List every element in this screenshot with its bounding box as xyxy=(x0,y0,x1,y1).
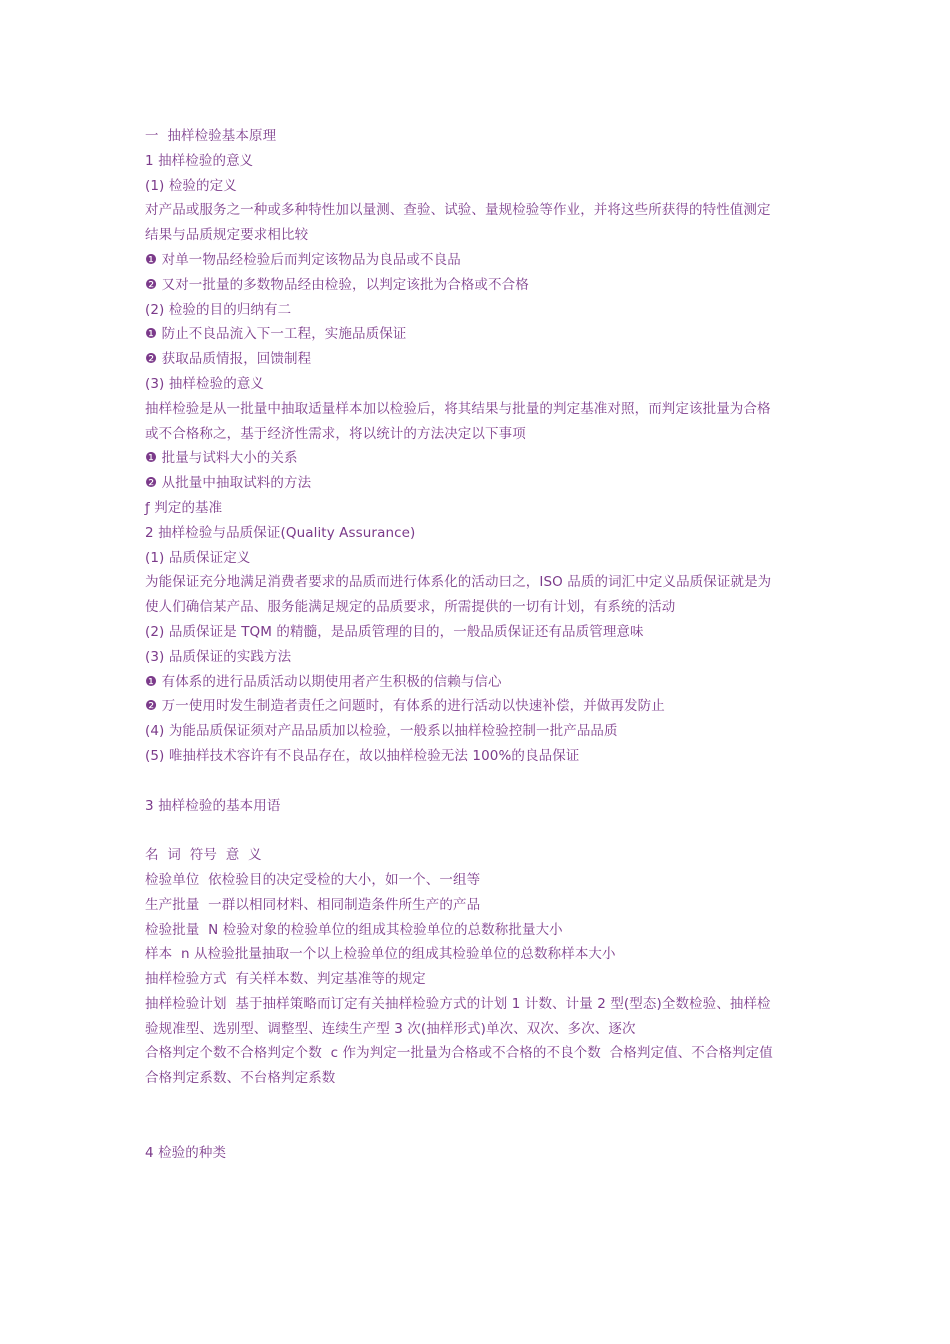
list-item: ❷ 获取品质情报，回馈制程 xyxy=(145,351,312,368)
terms-row: 合格判定个数不合格判定个数 c 作为判定一批量为合格或不合格的不良个数 合格判定值、不合格判定值 xyxy=(145,1045,773,1062)
heading-4: 4 检验的种类 xyxy=(145,1144,227,1161)
paragraph-line: 抽样检验是从一批量中抽取适量样本加以检验后，将其结果与批量的判定基准对照，而判定该批量为合格 xyxy=(145,400,771,417)
subheading: (5) 唯抽样技术容许有不良品存在，故以抽样检验无法 100%的良品保证 xyxy=(145,747,580,764)
terms-table-header: 名 词 符号 意 义 xyxy=(145,847,262,864)
list-item: ❶ 防止不良品流入下一工程，实施品质保证 xyxy=(145,326,407,343)
terms-row: 合格判定系数、不台格判定系数 xyxy=(145,1070,336,1087)
list-item: ❷ 又对一批量的多数物品经由检验，以判定该批为合格或不合格 xyxy=(145,276,529,293)
paragraph-line: 使人们确信某产品、服务能满足规定的品质要求，所需提供的一切有计划，有系统的活动 xyxy=(145,599,676,616)
list-item: ❶ 批量与试料大小的关系 xyxy=(145,450,298,467)
section-title: 一 抽样检验基本原理 xyxy=(145,128,277,144)
terms-row: 检验单位 依检验目的决定受检的大小，如一个、一组等 xyxy=(145,871,481,888)
subheading: (2) 检验的目的归纳有二 xyxy=(145,301,292,318)
list-item: ❶ 对单一物品经检验后而判定该物品为良品或不良品 xyxy=(145,251,461,268)
terms-row: 检验批量 N 检验对象的检验单位的组成其检验单位的总数称批量大小 xyxy=(145,921,563,938)
subheading: (1) 检验的定义 xyxy=(145,177,237,194)
heading-2: 2 抽样检验与品质保证(Quality Assurance) xyxy=(145,524,416,541)
paragraph-line: 结果与品质规定要求相比较 xyxy=(145,227,309,244)
blank-line xyxy=(145,1091,815,1116)
list-item: ❷ 万一使用时发生制造者责任之问题时，有体系的进行活动以快速补偿，并做再发防止 xyxy=(145,698,665,715)
terms-row: 样本 n 从检验批量抽取一个以上检验单位的组成其检验单位的总数称样本大小 xyxy=(145,946,616,963)
subheading: (1) 品质保证定义 xyxy=(145,549,251,566)
blank-line xyxy=(145,1116,815,1141)
list-item: ❷ 从批量中抽取试料的方法 xyxy=(145,475,312,492)
paragraph-line: 或不合格称之，基于经济性需求，将以统计的方法决定以下事项 xyxy=(145,425,526,442)
paragraph-line: 为能保证充分地满足消费者要求的品质而进行体系化的活动曰之，ISO 品质的词汇中定义品质保证就是为 xyxy=(145,574,772,591)
paragraph-line: 对产品或服务之一种或多种特性加以量测、查验、试验、量规检验等作业，并将这些所获得的特性值测定 xyxy=(145,202,771,219)
subheading: (3) 品质保证的实践方法 xyxy=(145,648,292,665)
subheading: (4) 为能品质保证须对产品品质加以检验，一般系以抽样检验控制一批产品品质 xyxy=(145,723,618,740)
terms-row: 抽样检验方式 有关样本数、判定基准等的规定 xyxy=(145,971,426,988)
list-item: ❶ 有体系的进行品质活动以期使用者产生积极的信赖与信心 xyxy=(145,673,502,690)
list-item: ƒ 判定的基准 xyxy=(145,499,223,516)
blank-line xyxy=(145,769,815,794)
subheading: (3) 抽样检验的意义 xyxy=(145,375,265,392)
heading-1: 1 抽样检验的意义 xyxy=(145,152,254,169)
blank-line xyxy=(145,818,815,843)
document-body xyxy=(145,124,815,1165)
subheading: (2) 品质保证是 TQM 的精髓，是品质管理的目的，一般品质保证还有品质管理意味 xyxy=(145,623,644,640)
terms-row: 抽样检验计划 基于抽样策略而订定有关抽样检验方式的计划 1 计数、计量 2 型(型态)全数检验、抽样检 xyxy=(145,995,771,1012)
terms-row: 生产批量 一群以相同材料、相同制造条件所生产的产品 xyxy=(145,896,481,913)
terms-row: 验规准型、选别型、调整型、连续生产型 3 次(抽样形式)单次、双次、多次、逐次 xyxy=(145,1020,636,1037)
heading-3: 3 抽样检验的基本用语 xyxy=(145,797,281,814)
